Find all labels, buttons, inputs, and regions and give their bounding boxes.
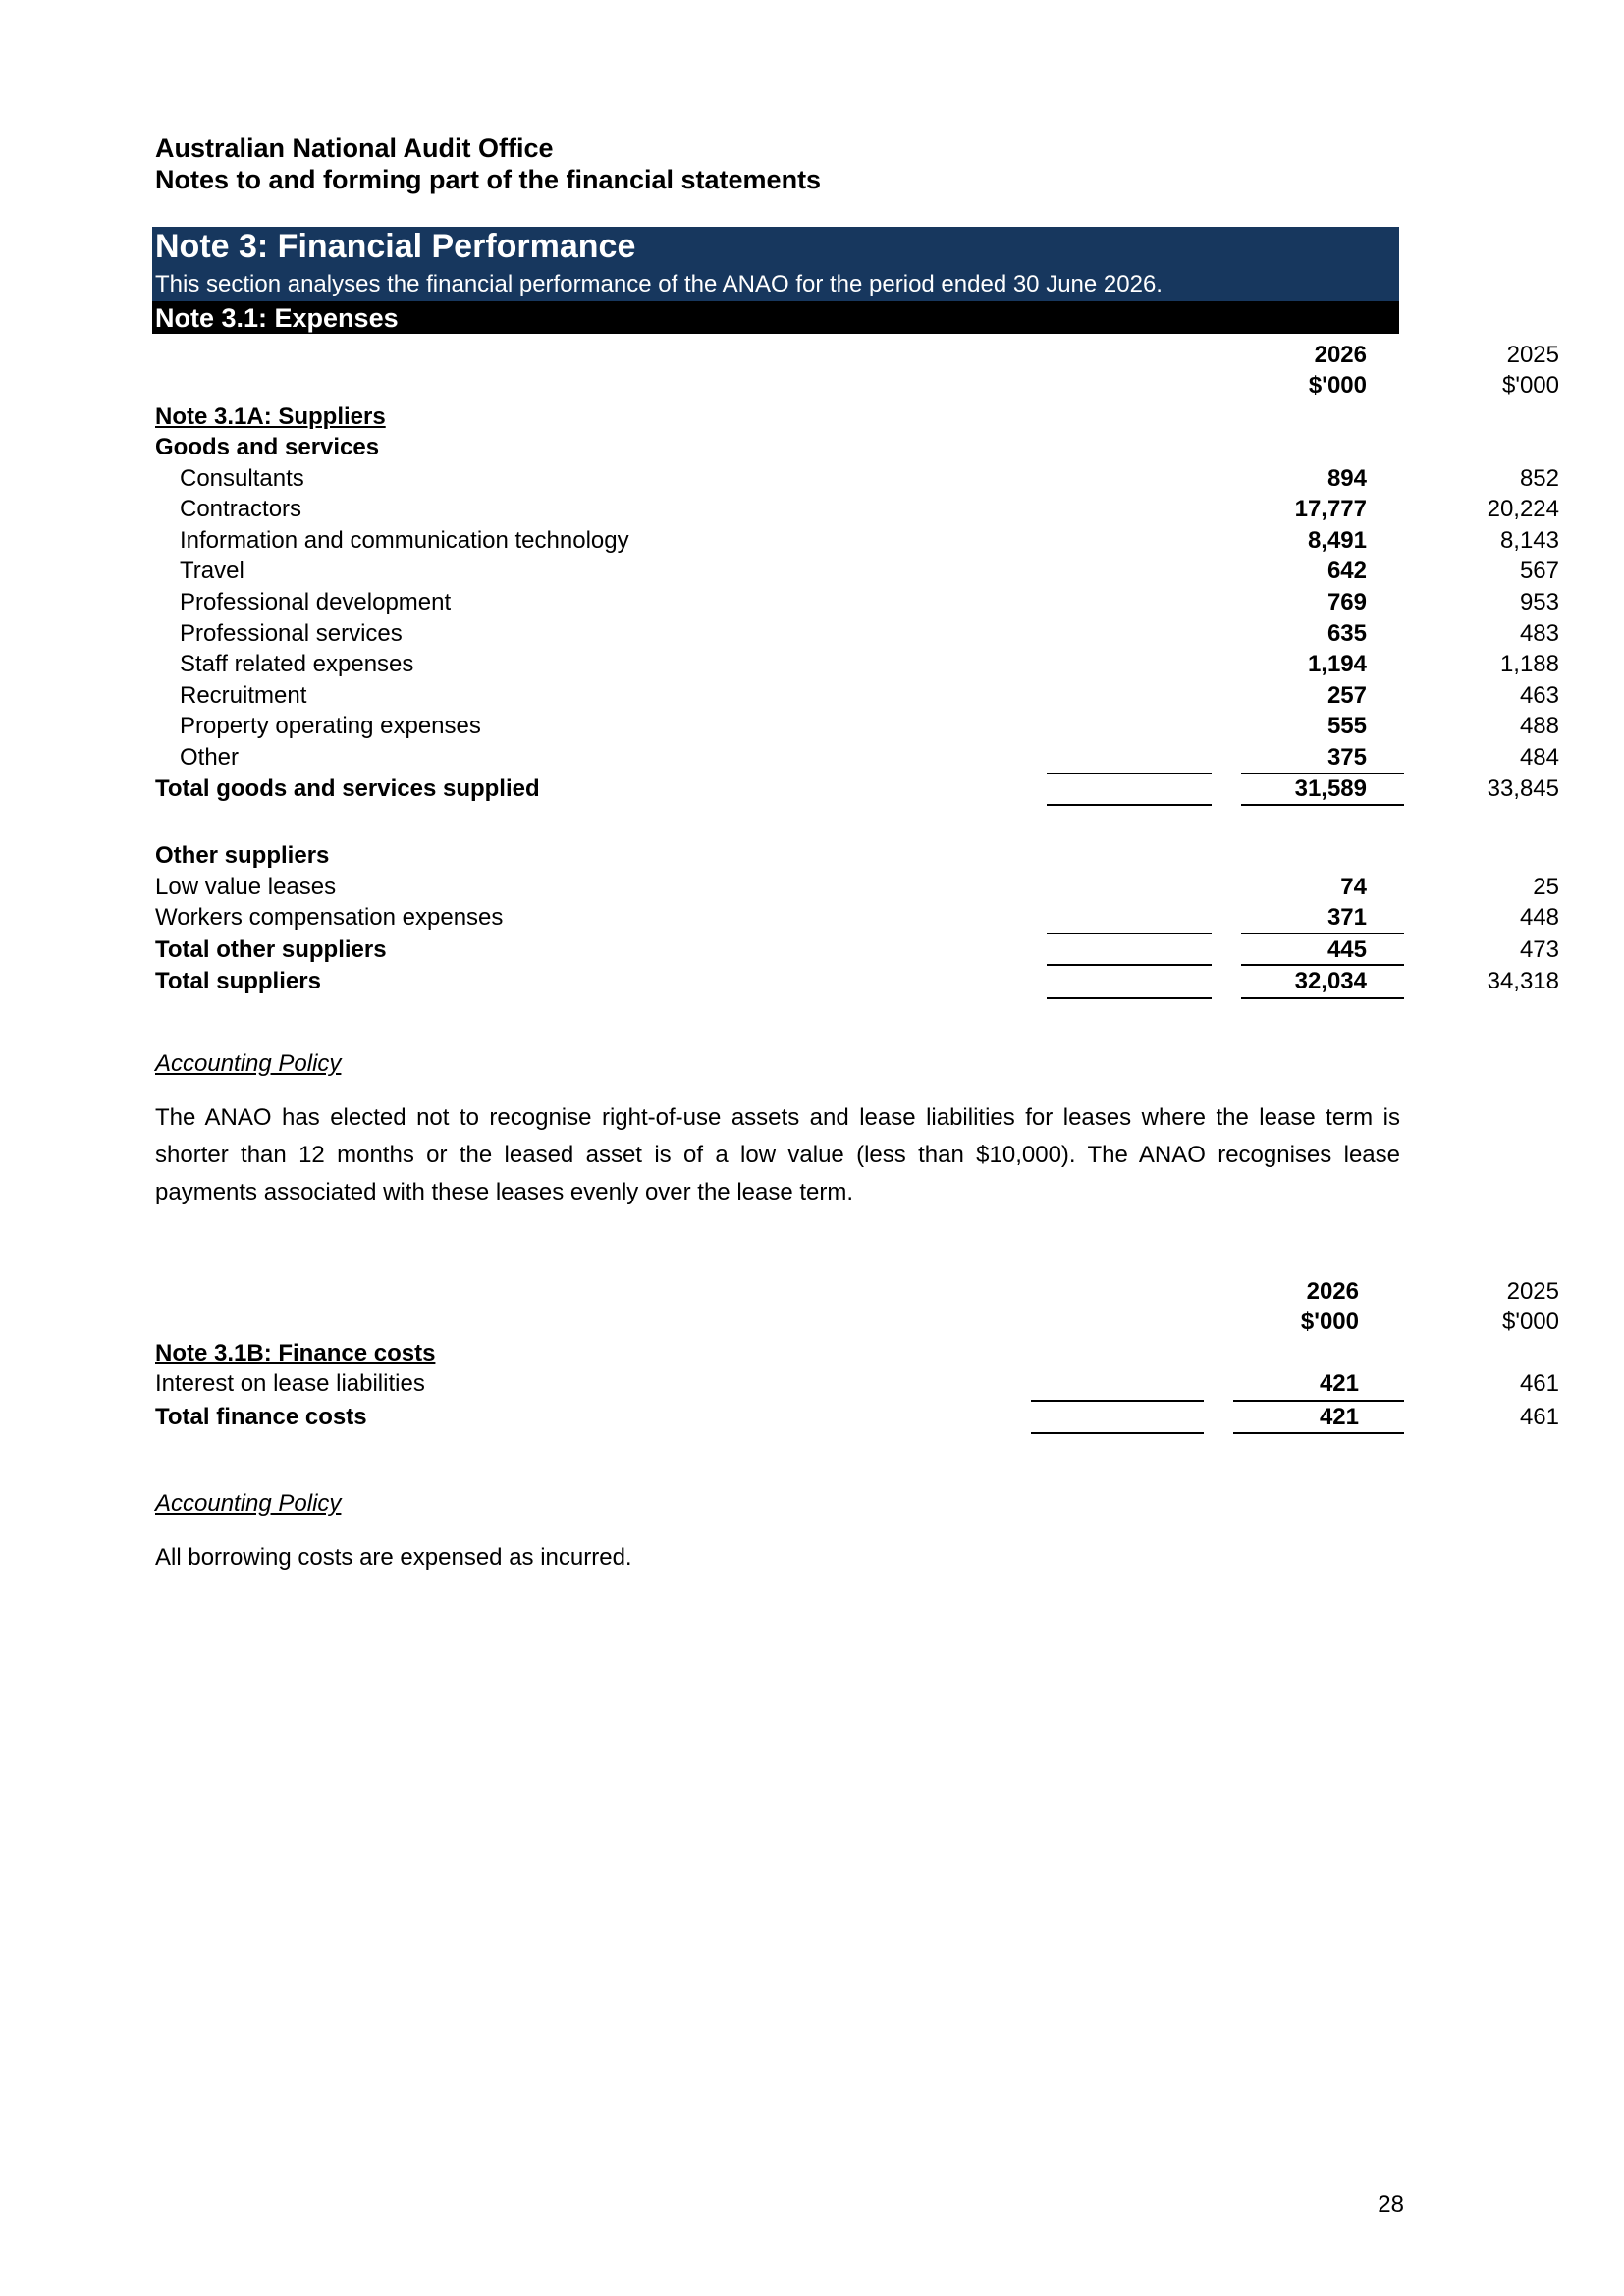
row-prior: 448 bbox=[1519, 904, 1559, 931]
row-current: 371 bbox=[1326, 904, 1367, 931]
col-year-prior: 2025 bbox=[1506, 342, 1559, 368]
row-prior: 488 bbox=[1519, 713, 1559, 739]
row-current: 769 bbox=[1326, 589, 1367, 615]
row-label: Contractors bbox=[180, 496, 302, 522]
total-row bbox=[155, 774, 1559, 805]
table-row bbox=[155, 1368, 1559, 1400]
row-prior: 852 bbox=[1519, 465, 1559, 492]
row-current: 8,491 bbox=[1307, 527, 1367, 554]
row-label: Recruitment bbox=[180, 682, 307, 709]
total-other-current: 445 bbox=[1326, 936, 1367, 963]
policy2-text: All borrowing costs are expensed as incurred. bbox=[155, 1544, 632, 1571]
total-suppliers-prior: 34,318 bbox=[1487, 968, 1559, 994]
note-heading bbox=[155, 1338, 1402, 1369]
row-current: 1,194 bbox=[1307, 651, 1367, 677]
row-label: Property operating expenses bbox=[180, 713, 481, 739]
row-prior: 463 bbox=[1519, 682, 1559, 709]
row-current: 642 bbox=[1326, 558, 1367, 584]
total-finance-current: 421 bbox=[1319, 1404, 1359, 1430]
row-label: Workers compensation expenses bbox=[155, 904, 504, 931]
row-current: 635 bbox=[1326, 620, 1367, 647]
col-unit-current: $'000 bbox=[1308, 372, 1367, 399]
row-prior: 953 bbox=[1519, 589, 1559, 615]
row-current: 257 bbox=[1326, 682, 1367, 709]
policy-heading bbox=[155, 1488, 1402, 1520]
row-prior: 25 bbox=[1533, 874, 1559, 900]
row-current: 375 bbox=[1326, 744, 1367, 771]
table-row bbox=[155, 649, 1559, 680]
row-label: Professional services bbox=[180, 620, 403, 647]
table-row bbox=[155, 680, 1559, 712]
total-finance-prior: 461 bbox=[1519, 1404, 1559, 1430]
grand-total-row bbox=[155, 966, 1559, 997]
total-goods-label: Total goods and services supplied bbox=[155, 775, 540, 802]
col-year-current: 2026 bbox=[1314, 342, 1367, 368]
row-prior: 484 bbox=[1519, 744, 1559, 771]
row-label: Professional development bbox=[180, 589, 452, 615]
total-goods-prior: 33,845 bbox=[1487, 775, 1559, 802]
row-prior: 20,224 bbox=[1487, 496, 1559, 522]
policy-heading bbox=[155, 1048, 1402, 1080]
total-other-prior: 473 bbox=[1519, 936, 1559, 963]
subsection-title: Note 3.1: Expenses bbox=[155, 303, 399, 333]
total-suppliers-label: Total suppliers bbox=[155, 968, 321, 994]
note-title: Note 3.1A: Suppliers bbox=[155, 403, 386, 430]
column-units bbox=[155, 370, 1559, 401]
row-label: Travel bbox=[180, 558, 244, 584]
statement-subtitle: Notes to and forming part of the financial statements bbox=[155, 165, 822, 194]
column-units bbox=[155, 1307, 1559, 1338]
group-heading bbox=[155, 432, 1402, 463]
table-row bbox=[155, 902, 1559, 934]
table-row bbox=[155, 711, 1559, 742]
table-row bbox=[155, 556, 1559, 587]
total-rule-prior bbox=[1241, 804, 1404, 806]
row-current: 74 bbox=[1340, 874, 1367, 900]
row-prior: 1,188 bbox=[1499, 651, 1559, 677]
org-name: Australian National Audit Office bbox=[155, 133, 554, 163]
other-heading: Other suppliers bbox=[155, 842, 330, 869]
total-suppliers-current: 32,034 bbox=[1294, 968, 1367, 994]
col-year-current: 2026 bbox=[1306, 1278, 1359, 1305]
subsection-banner bbox=[152, 301, 1399, 334]
table-row bbox=[155, 463, 1559, 495]
policy2-heading: Accounting Policy bbox=[155, 1490, 342, 1517]
row-label: Information and communication technology bbox=[180, 527, 629, 554]
note-title: Note 3.1B: Finance costs bbox=[155, 1340, 436, 1366]
row-label: Consultants bbox=[180, 465, 304, 492]
goods-heading: Goods and services bbox=[155, 434, 380, 460]
note-heading bbox=[155, 401, 1402, 433]
row-label: Low value leases bbox=[155, 874, 337, 900]
policy1-heading: Accounting Policy bbox=[155, 1050, 342, 1077]
grand-total-rule-prior bbox=[1241, 997, 1404, 999]
total-other-label: Total other suppliers bbox=[155, 936, 387, 963]
col-unit-prior: $'000 bbox=[1502, 1308, 1559, 1335]
page-number: 28 bbox=[1378, 2191, 1404, 2217]
table-row bbox=[155, 872, 1559, 903]
section-description: This section analyses the financial performance of the ANAO for the period ended 30 June 2026. bbox=[155, 271, 1163, 297]
row-prior: 461 bbox=[1519, 1370, 1559, 1397]
row-prior: 483 bbox=[1519, 620, 1559, 647]
total-row bbox=[155, 1402, 1559, 1433]
table-row bbox=[155, 742, 1559, 774]
row-label: Interest on lease liabilities bbox=[155, 1370, 425, 1397]
total-finance-label: Total finance costs bbox=[155, 1404, 367, 1430]
total-goods-current: 31,589 bbox=[1294, 775, 1367, 802]
policy1-text: The ANAO has elected not to recognise right-of-use assets and lease liabilities for leases where the lease term is shorter than 12 months or the leased asset is of a low value (less than $10,000). The ANAO recognises lease payments associated with these leases evenly over the lease term. bbox=[155, 1104, 1400, 1205]
table-row bbox=[155, 587, 1559, 618]
col-unit-prior: $'000 bbox=[1502, 372, 1559, 399]
table-row bbox=[155, 525, 1559, 557]
section-banner bbox=[152, 227, 1399, 301]
table-row bbox=[155, 494, 1559, 525]
grand-total-rule-current bbox=[1047, 997, 1212, 999]
row-current: 555 bbox=[1326, 713, 1367, 739]
col-year-prior: 2025 bbox=[1506, 1278, 1559, 1305]
row-prior: 8,143 bbox=[1499, 527, 1559, 554]
row-label: Other bbox=[180, 744, 240, 771]
row-current: 421 bbox=[1319, 1370, 1359, 1397]
column-years bbox=[155, 340, 1559, 371]
total-rule-current bbox=[1047, 804, 1212, 806]
table-row bbox=[155, 618, 1559, 650]
group-heading bbox=[155, 840, 1402, 872]
col-unit-current: $'000 bbox=[1300, 1308, 1359, 1335]
total-row bbox=[155, 934, 1559, 966]
row-current: 17,777 bbox=[1294, 496, 1367, 522]
column-years bbox=[155, 1276, 1559, 1308]
total-rule-current bbox=[1031, 1432, 1204, 1434]
row-prior: 567 bbox=[1519, 558, 1559, 584]
row-label: Staff related expenses bbox=[180, 651, 414, 677]
total-rule-prior bbox=[1233, 1432, 1404, 1434]
section-title: Note 3: Financial Performance bbox=[155, 228, 636, 265]
row-current: 894 bbox=[1326, 465, 1367, 492]
